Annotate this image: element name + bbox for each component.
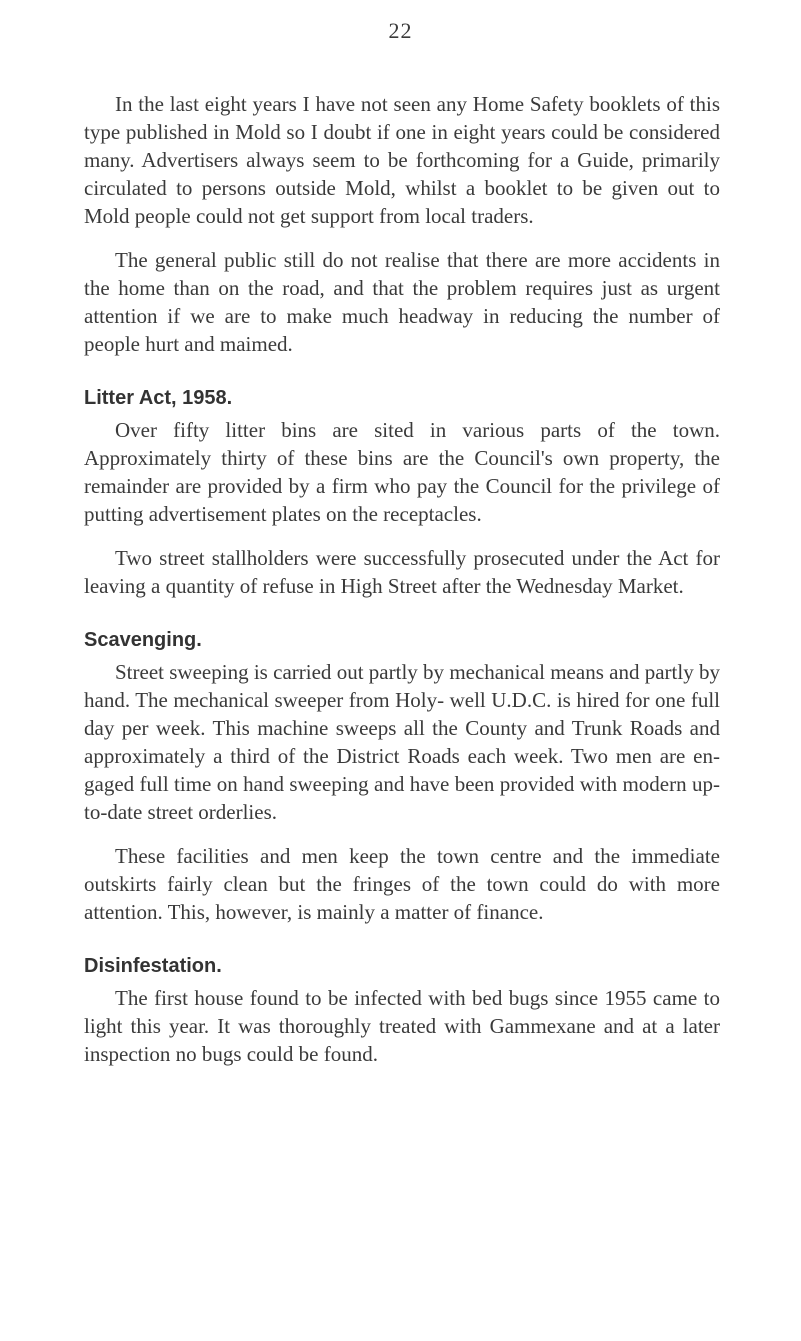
- page-content: [84, 90, 720, 1084]
- intro-paragraph: The general public still do not realise that there are more accidents in the home than on the road, and that the problem requires just as urgent attention if we are to make much headway in reducing the number of people hurt and maimed.: [84, 248, 720, 356]
- section-paragraph: The first house found to be infected with bed bugs since 1955 came to light this year. It was thoroughly treated with Gammexane and at a later inspection no bugs could be found.: [84, 986, 720, 1066]
- section-paragraph: Street sweeping is carried out partly by mechanical means and partly by hand. The mechanical sweeper from Holy- well U.D.C. is hired for one full day per week. This machine sweeps all the County and Trunk Roads and approximately a third of the District Roads each week. Two men are en- gaged full time on hand sweeping and have been provided with modern up-to-date street orderlies.: [84, 660, 720, 824]
- section-heading: Litter Act, 1958.: [84, 387, 233, 409]
- intro-paragraph: In the last eight years I have not seen any Home Safety booklets of this type published in Mold so I doubt if one in eight years could be considered many. Advertisers always seem to be forthcoming for a Guide, primarily circulated to persons outside Mold, whilst a booklet to be given out to Mold people could not get support from local traders.: [84, 92, 720, 228]
- section-paragraph: These facilities and men keep the town centre and the immediate outskirts fairly clean but the fringes of the town could do with more attention. This, however, is mainly a matter of finance.: [84, 844, 720, 924]
- section-scavenging: [84, 626, 720, 926]
- section-paragraph: Over fifty litter bins are sited in various parts of the town. Approximately thirty of these bins are the Council's own property, the remainder are provided by a firm who pay the Council for the privilege of putting advertisement plates on the receptacles.: [84, 418, 720, 526]
- section-paragraph: Two street stallholders were successfully prosecuted under the Act for leaving a quantity of refuse in High Street after the Wednesday Market.: [84, 546, 720, 598]
- section-heading: Disinfestation.: [84, 955, 222, 977]
- section-heading: Scavenging.: [84, 629, 202, 651]
- section-disinfestation: [84, 952, 720, 1068]
- page-number: 22: [388, 18, 413, 43]
- section-litter-act: [84, 384, 720, 600]
